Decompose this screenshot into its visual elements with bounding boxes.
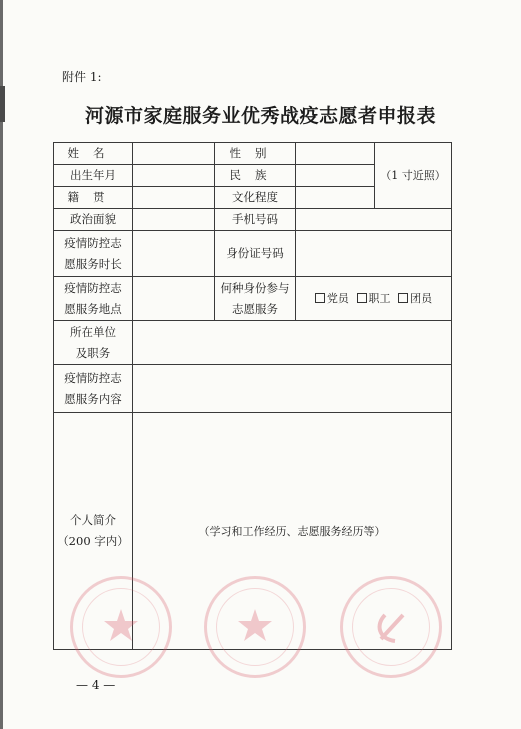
- birth-field[interactable]: [133, 165, 215, 187]
- id-label: 身份证号码: [215, 231, 296, 277]
- name-field[interactable]: [133, 143, 215, 165]
- content-field[interactable]: [133, 365, 452, 413]
- political-field[interactable]: [133, 209, 215, 231]
- identity-options: [296, 277, 452, 321]
- intro-sublabel: （200 字内）: [57, 534, 129, 548]
- official-seal-right: [340, 576, 442, 678]
- gender-label: 性别: [215, 143, 296, 165]
- phone-field[interactable]: [296, 209, 452, 231]
- duration-field[interactable]: [133, 231, 215, 277]
- birth-label: 出生年月: [54, 165, 133, 187]
- education-label: 文化程度: [215, 187, 296, 209]
- duration-label: 疫情防控志愿服务时长: [54, 231, 133, 277]
- political-label: 政治面貌: [54, 209, 133, 231]
- party-member-checkbox[interactable]: 党员: [315, 288, 349, 309]
- origin-field[interactable]: [133, 187, 215, 209]
- employer-field[interactable]: [133, 321, 452, 365]
- official-seal-left: [70, 576, 172, 678]
- page-number: — 4 —: [76, 678, 116, 692]
- application-form: [53, 142, 452, 650]
- gender-field[interactable]: [296, 143, 375, 165]
- id-field[interactable]: [296, 231, 452, 277]
- intro-label-text: 个人简介: [70, 513, 116, 527]
- checkbox-icon: [357, 293, 367, 303]
- phone-label: 手机号码: [215, 209, 296, 231]
- name-label: 姓名: [54, 143, 133, 165]
- photo-box[interactable]: [375, 143, 452, 209]
- form-title: 河源市家庭服务业优秀战疫志愿者申报表: [84, 105, 436, 127]
- ethnicity-field[interactable]: [296, 165, 375, 187]
- ethnicity-label: 民族: [215, 165, 296, 187]
- location-field[interactable]: [133, 277, 215, 321]
- education-field[interactable]: [296, 187, 375, 209]
- origin-label: 籍贯: [54, 187, 133, 209]
- checkbox-icon: [398, 293, 408, 303]
- content-label: 疫情防控志愿服务内容: [54, 365, 133, 413]
- intro-placeholder: （学习和工作经历、志愿服务经历等）: [198, 524, 386, 538]
- attachment-label: 附件 1:: [62, 70, 102, 84]
- checkbox-icon: [315, 293, 325, 303]
- official-seal-middle: [204, 576, 306, 678]
- employee-checkbox[interactable]: 职工: [357, 288, 391, 309]
- employer-label: 所在单位及职务: [54, 321, 133, 365]
- identity-label: 何种身份参与志愿服务: [215, 277, 296, 321]
- league-member-checkbox[interactable]: 团员: [398, 288, 432, 309]
- location-label: 疫情防控志愿服务地点: [54, 277, 133, 321]
- photo-label: （1 寸近照）: [380, 169, 446, 182]
